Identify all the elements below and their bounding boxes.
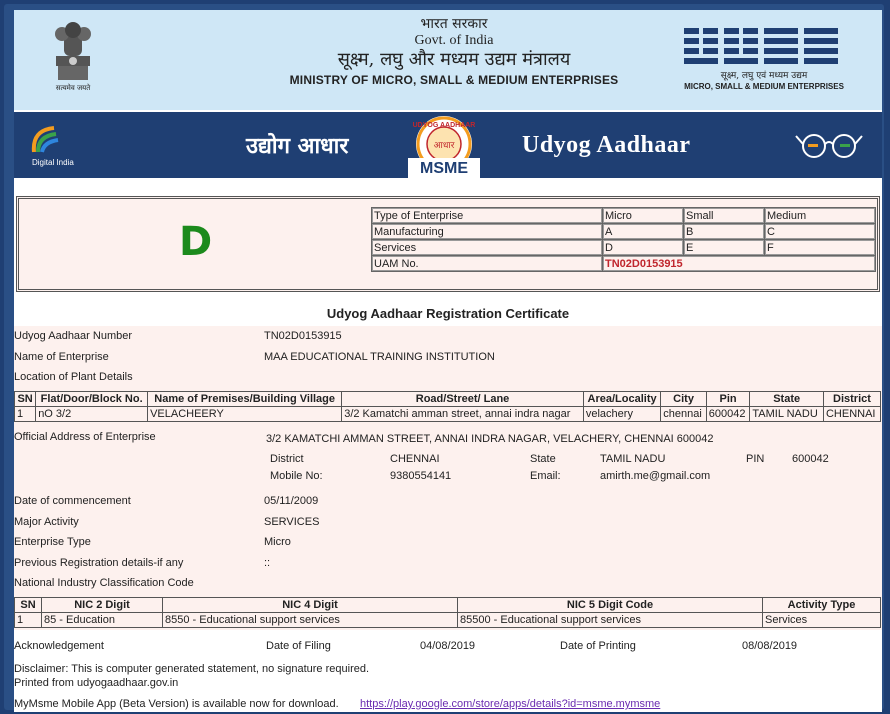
filing-value: 04/08/2019 xyxy=(420,640,476,652)
table-header: State xyxy=(750,392,824,407)
printing-label: Date of Printing xyxy=(560,640,636,652)
msme-logo xyxy=(682,26,842,66)
govt-english: Govt. of India xyxy=(414,33,494,48)
nic-label: National Industry Classification Code xyxy=(14,577,194,589)
table-row xyxy=(372,256,876,272)
email-label: Email: xyxy=(530,470,561,482)
aadhaar-number-label: Udyog Aadhaar Number xyxy=(14,330,133,342)
district-value: CHENNAI xyxy=(390,453,440,465)
table-cell: Manufacturing xyxy=(372,224,603,240)
digital-india-label: Digital India xyxy=(32,158,74,167)
ministry-english: MINISTRY OF MICRO, SMALL & MEDIUM ENTERPRISES xyxy=(289,73,619,87)
printed-from-text: Printed from udyogaadhaar.gov.in xyxy=(14,677,179,689)
major-activity-label: Major Activity xyxy=(14,516,79,528)
badge-mid-text: आधार xyxy=(433,141,455,151)
address-value: 3/2 KAMATCHI AMMAN STREET, ANNAI INDRA NAGAR, VELACHERY, CHENNAI 600042 xyxy=(266,433,714,445)
udyog-banner xyxy=(14,112,882,178)
table-header: Area/Locality xyxy=(583,392,660,407)
table-header: Pin xyxy=(706,392,750,407)
prev-reg-value: :: xyxy=(264,557,271,569)
table-header: Road/Street/ Lane xyxy=(342,392,584,407)
govt-hindi: भारत सरकार xyxy=(420,16,488,32)
table-cell: VELACHEERY xyxy=(148,407,342,422)
certificate-title: Udyog Aadhaar Registration Certificate xyxy=(326,306,570,321)
table-cell: TAMIL NADU xyxy=(750,407,824,422)
table-cell: Small xyxy=(684,208,765,224)
certificate-page xyxy=(14,10,882,712)
enterprise-grade: D xyxy=(179,219,213,265)
table-row xyxy=(15,613,881,628)
aadhaar-number-value: TN02D0153915 xyxy=(264,330,342,342)
table-cell: Type of Enterprise xyxy=(372,208,603,224)
table-cell: Services xyxy=(763,613,881,628)
email-value: amirth.me@gmail.com xyxy=(600,470,711,482)
app-text: MyMsme Mobile App (Beta Version) is available now for download. xyxy=(14,698,339,710)
pin-value: 600042 xyxy=(792,453,829,465)
table-header-row xyxy=(15,598,881,613)
filing-label: Date of Filing xyxy=(266,640,331,652)
govt-title-block xyxy=(264,16,644,87)
play-store-link[interactable]: https://play.google.com/store/apps/details?id=msme.mymsme xyxy=(360,698,661,710)
udyog-aadhaar-badge xyxy=(394,114,494,178)
prev-reg-label: Previous Registration details-if any xyxy=(14,557,184,569)
table-header: SN xyxy=(15,598,42,613)
table-header: NIC 2 Digit xyxy=(42,598,163,613)
table-cell: Micro xyxy=(603,208,684,224)
table-cell: 1 xyxy=(15,407,36,422)
table-cell: C xyxy=(765,224,876,240)
state-label: State xyxy=(530,453,556,465)
pin-label: PIN xyxy=(746,453,765,465)
uam-number: TN02D0153915 xyxy=(603,256,876,272)
table-header: District xyxy=(823,392,880,407)
table-cell: 1 xyxy=(15,613,42,628)
table-cell: Services xyxy=(372,240,603,256)
disclaimer-text: Disclaimer: This is computer generated statement, no signature required. xyxy=(14,663,370,675)
uam-label: UAM No. xyxy=(372,256,603,272)
national-emblem-icon xyxy=(48,20,98,102)
udyog-aadhaar-english: Udyog Aadhaar xyxy=(522,132,691,158)
table-cell: E xyxy=(684,240,765,256)
msme-sub-english: MICRO, SMALL & MEDIUM ENTERPRISES xyxy=(684,82,844,91)
classification-box xyxy=(16,196,880,292)
table-cell: Medium xyxy=(765,208,876,224)
enterprise-name-label: Name of Enterprise xyxy=(14,351,109,363)
table-row xyxy=(372,240,876,256)
state-value: TAMIL NADU xyxy=(600,453,666,465)
table-header: SN xyxy=(15,392,36,407)
table-cell: 85500 - Educational support services xyxy=(458,613,763,628)
govt-header xyxy=(14,10,882,110)
table-row xyxy=(15,407,881,422)
table-cell: 600042 xyxy=(706,407,750,422)
emblem-motto: सत्यमेव जयते xyxy=(55,84,91,92)
digital-india-icon xyxy=(28,122,64,158)
table-cell: velachery xyxy=(583,407,660,422)
enterprise-type-label: Enterprise Type xyxy=(14,536,91,548)
address-label: Official Address of Enterprise xyxy=(14,431,156,443)
mobile-value: 9380554141 xyxy=(390,470,452,482)
table-cell: A xyxy=(603,224,684,240)
district-label: District xyxy=(270,453,304,465)
table-row xyxy=(372,208,876,224)
commencement-value: 05/11/2009 xyxy=(264,495,319,507)
table-cell: D xyxy=(603,240,684,256)
table-header: City xyxy=(661,392,707,407)
table-header: Name of Premises/Building Village xyxy=(148,392,342,407)
msme-sub-hindi: सूक्ष्म, लघु एवं मध्यम उद्यम xyxy=(720,71,808,81)
table-cell: B xyxy=(684,224,765,240)
plant-table xyxy=(14,391,881,422)
mobile-label: Mobile No: xyxy=(270,470,323,482)
enterprise-type-value: Micro xyxy=(264,536,291,548)
page-frame xyxy=(4,4,884,710)
badge-msme-text: MSME xyxy=(420,160,468,177)
enterprise-name-value: MAA EDUCATIONAL TRAINING INSTITUTION xyxy=(264,351,495,363)
table-header-row xyxy=(15,392,881,407)
nic-table xyxy=(14,597,881,628)
udyog-aadhaar-hindi: उद्योग आधार xyxy=(246,133,349,159)
table-cell: 8550 - Educational support services xyxy=(163,613,458,628)
table-header: Activity Type xyxy=(763,598,881,613)
table-header: Flat/Door/Block No. xyxy=(36,392,148,407)
table-cell: chennai xyxy=(661,407,707,422)
table-cell: nO 3/2 xyxy=(36,407,148,422)
table-header: NIC 5 Digit Code xyxy=(458,598,763,613)
badge-top-text: UDYOG AADHAAR xyxy=(412,122,476,129)
printing-value: 08/08/2019 xyxy=(742,640,798,652)
plant-details-label: Location of Plant Details xyxy=(14,371,133,383)
acknowledgement-label: Acknowledgement xyxy=(14,640,104,652)
table-cell: 3/2 Kamatchi amman street, annai indra nagar xyxy=(342,407,584,422)
table-header: NIC 4 Digit xyxy=(163,598,458,613)
table-row xyxy=(372,224,876,240)
table-cell: CHENNAI xyxy=(823,407,880,422)
swachh-bharat-glasses-icon xyxy=(794,126,864,162)
commencement-label: Date of commencement xyxy=(14,495,131,507)
ministry-hindi: सूक्ष्म, लघु और मध्यम उद्यम मंत्रालय xyxy=(337,49,571,70)
classification-table xyxy=(371,207,876,272)
major-activity-value: SERVICES xyxy=(264,516,320,528)
table-cell: F xyxy=(765,240,876,256)
table-cell: 85 - Education xyxy=(42,613,163,628)
